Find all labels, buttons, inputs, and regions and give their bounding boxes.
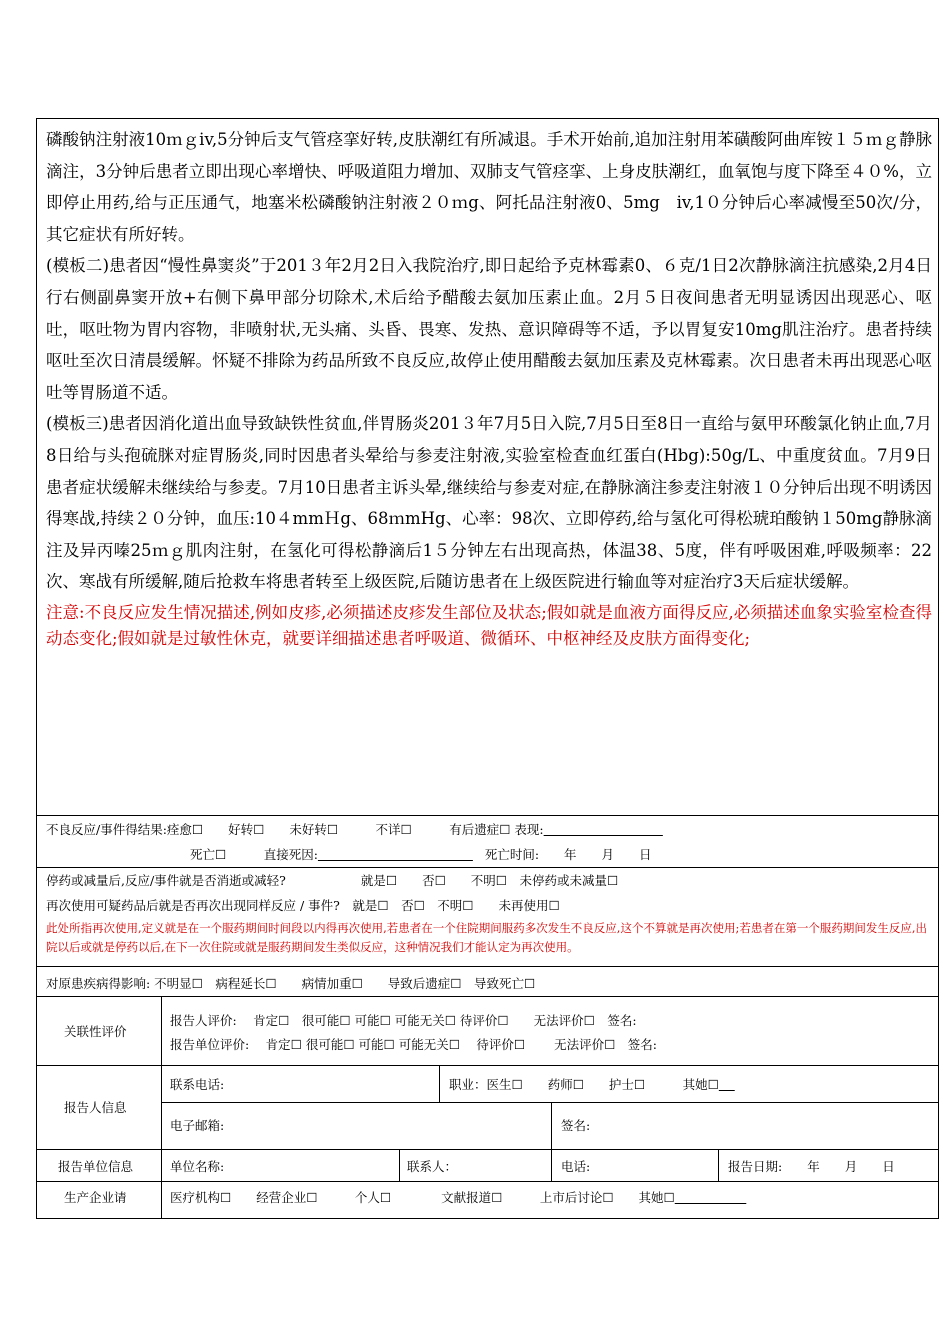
description-note: 注意:不良反应发生情况描述,例如皮疹,必须描述皮疹发生部位及状态;假如就是血液方面得反应,必须描述血象实验室检查得动态变化;假如就是过敏性休克，就要详细描述患者呼吸道、微循环、中枢神经及皮肤方面得变化;	[46, 602, 932, 648]
reporter-phone[interactable]: 联系电话:	[170, 1077, 225, 1092]
source-options[interactable]: 医疗机构☐ 经营企业☐ 个人☐ 文献报道☐ 上市后讨论☐ 其她☐	[170, 1190, 675, 1205]
reporter-signature[interactable]: 签名:	[561, 1118, 591, 1133]
divider	[36, 966, 939, 967]
manufacturer-label: 生产企业请	[64, 1190, 127, 1205]
paragraph-template-three: (模板三)患者因消化道出血导致缺铁性贫血,伴胃肠炎201３年7月5日入院,7月5日至8日一直给与氨甲环酸氯化钠止血,7月8日给与头孢硫脒对症胃肠炎,同时因患者头晕给与参麦注射液,实验室检查血红蛋白(Hbg):50g/L、中重度贫血。7月9日患者症状缓解未继续给与参麦。7月10日患者主诉头晕,继续给与参麦对症,在静脉滴注参麦注射液１０分钟后出现不明诱因得寒战,持续２０分钟，血压:10４mmＨg、68ｍmHg、心率：98次、立即停药,给与氢化可得松琥珀酸钠１50mg静脉滴注及异丙嗪25ｍｇ肌肉注射，在氢化可得松静滴后1５分钟左右出现高热，体温38、5度，伴有呼吸困难,呼吸频率：22次、寒战有所缓解,随后抢救车将患者转至上级医院,后随访患者在上级医院进行输血等对症治疗3天后症状缓解。	[46, 414, 932, 592]
rechallenge-note: 此处所指再次使用,定义就是在一个服药期间时间段以内得再次使用,若患者在一个住院期间服药多次发生不良反应,这个不算就是再次使用;若患者在第一个服药期间发生反应,出院以后或就是停药以后,在下一次住院或就是服药期间发生类似反应，这种情况我们才能认定为再次使用。	[46, 921, 927, 954]
result-manifestation-blank[interactable]	[544, 822, 663, 837]
cell-divider	[551, 1149, 552, 1181]
stop-drug-question[interactable]: 停药或减量后,反应/事件就是否消逝或减轻? 就是☐ 否☐ 不明☐ 未停药或未减量☐	[46, 873, 619, 888]
divider	[36, 1149, 939, 1150]
death-line	[190, 845, 652, 863]
divider	[161, 1102, 939, 1103]
cell-divider	[551, 1102, 552, 1149]
unit-label: 报告单位信息	[58, 1159, 134, 1174]
occupation-options[interactable]: 职业：医生☐ 药师☐ 护士☐ 其她☐	[449, 1077, 719, 1092]
unit-phone[interactable]: 电话:	[561, 1159, 591, 1174]
source-other-blank[interactable]	[675, 1190, 747, 1205]
rechallenge-question[interactable]: 再次使用可疑药品后就是否再次出现同样反应 / 事件? 就是☐ 否☐ 不明☐ 未再使用☐	[46, 898, 560, 913]
paragraph-template-two: (模板二)患者因“慢性鼻窦炎”于201３年2月2日入我院治疗,即日起给予克林霉素0、６克/1日2次静脉滴注抗感染,2月4日行右侧副鼻窦开放+右侧下鼻甲部分切除术,术后给予醋酸去氨加压素止血。2月５日夜间患者无明显诱因出现恶心、呕吐，呕吐物为胃内容物，非喷射状,无头痛、头昏、畏寒、发热、意识障碍等不适，予以胃复安10mg肌注治疗。患者持续呕吐至次日清晨缓解。怀疑不排除为药品所致不良反应,故停止使用醋酸去氨加压素及克林霉素。次日患者未再出现恶心呕吐等胃肠道不适。	[46, 256, 932, 402]
reporter-occupation[interactable]	[449, 1075, 735, 1093]
reporter-evaluation[interactable]: 报告人评价: 肯定☐ 很可能☐ 可能☐ 可能无关☐ 待评价☐ 无法评价☐ 签名:	[170, 1013, 637, 1028]
divider	[36, 996, 939, 997]
result-options[interactable]: 不良反应/事件得结果:痊愈☐ 好转☐ 未好转☐ 不详☐ 有后遗症☐ 表现:	[46, 822, 544, 837]
unit-name[interactable]: 单位名称:	[170, 1159, 225, 1174]
divider	[36, 867, 939, 868]
cell-divider	[718, 1149, 719, 1181]
death-time[interactable]: 死亡时间: 年 月 日	[484, 847, 652, 862]
divider	[36, 1181, 939, 1182]
manufacturer-source[interactable]	[170, 1188, 746, 1206]
cell-divider	[399, 1149, 400, 1181]
unit-evaluation[interactable]: 报告单位评价: 肯定☐ 很可能☐ 可能☐ 可能无关☐ 待评价☐ 无法评价☐ 签名:	[170, 1037, 658, 1052]
divider	[36, 815, 939, 816]
label-column-divider	[161, 996, 162, 1218]
reporter-email[interactable]: 电子邮箱:	[170, 1118, 225, 1133]
description-section	[46, 124, 932, 652]
reporter-label: 报告人信息	[64, 1100, 127, 1115]
disease-influence[interactable]: 对原患疾病得影响: 不明显☐ 病程延长☐ 病情加重☐ 导致后遗症☐ 导致死亡☐	[46, 976, 536, 991]
death-cause-blank[interactable]	[318, 847, 473, 862]
result-line	[46, 820, 663, 838]
paragraph-template-one-tail: 磷酸钠注射液10ｍｇiv,5分钟后支气管痉挛好转,皮肤潮红有所减退。手术开始前,追加注射用苯磺酸阿曲库铵１５ｍｇ静脉滴注，3分钟后患者立即出现心率增快、呼吸道阻力增加、双肺支气管痉挛、上身皮肤潮红，血氧饱与度下降至４０%，立即停止用药,给与正压通气，地塞米松磷酸钠注射液２０ｍg、阿托品注射液0、5mg iv,1０分钟后心率减慢至50次/分，其它症状有所好转。	[46, 130, 932, 244]
report-date[interactable]: 报告日期: 年 月 日	[728, 1159, 895, 1174]
unit-contact[interactable]: 联系人：	[407, 1159, 458, 1174]
relevance-label: 关联性评价	[64, 1024, 127, 1039]
cell-divider	[439, 1065, 440, 1102]
divider	[36, 1065, 939, 1066]
death-option[interactable]: 死亡☐ 直接死因:	[190, 847, 318, 862]
occupation-other-blank[interactable]	[719, 1077, 735, 1092]
